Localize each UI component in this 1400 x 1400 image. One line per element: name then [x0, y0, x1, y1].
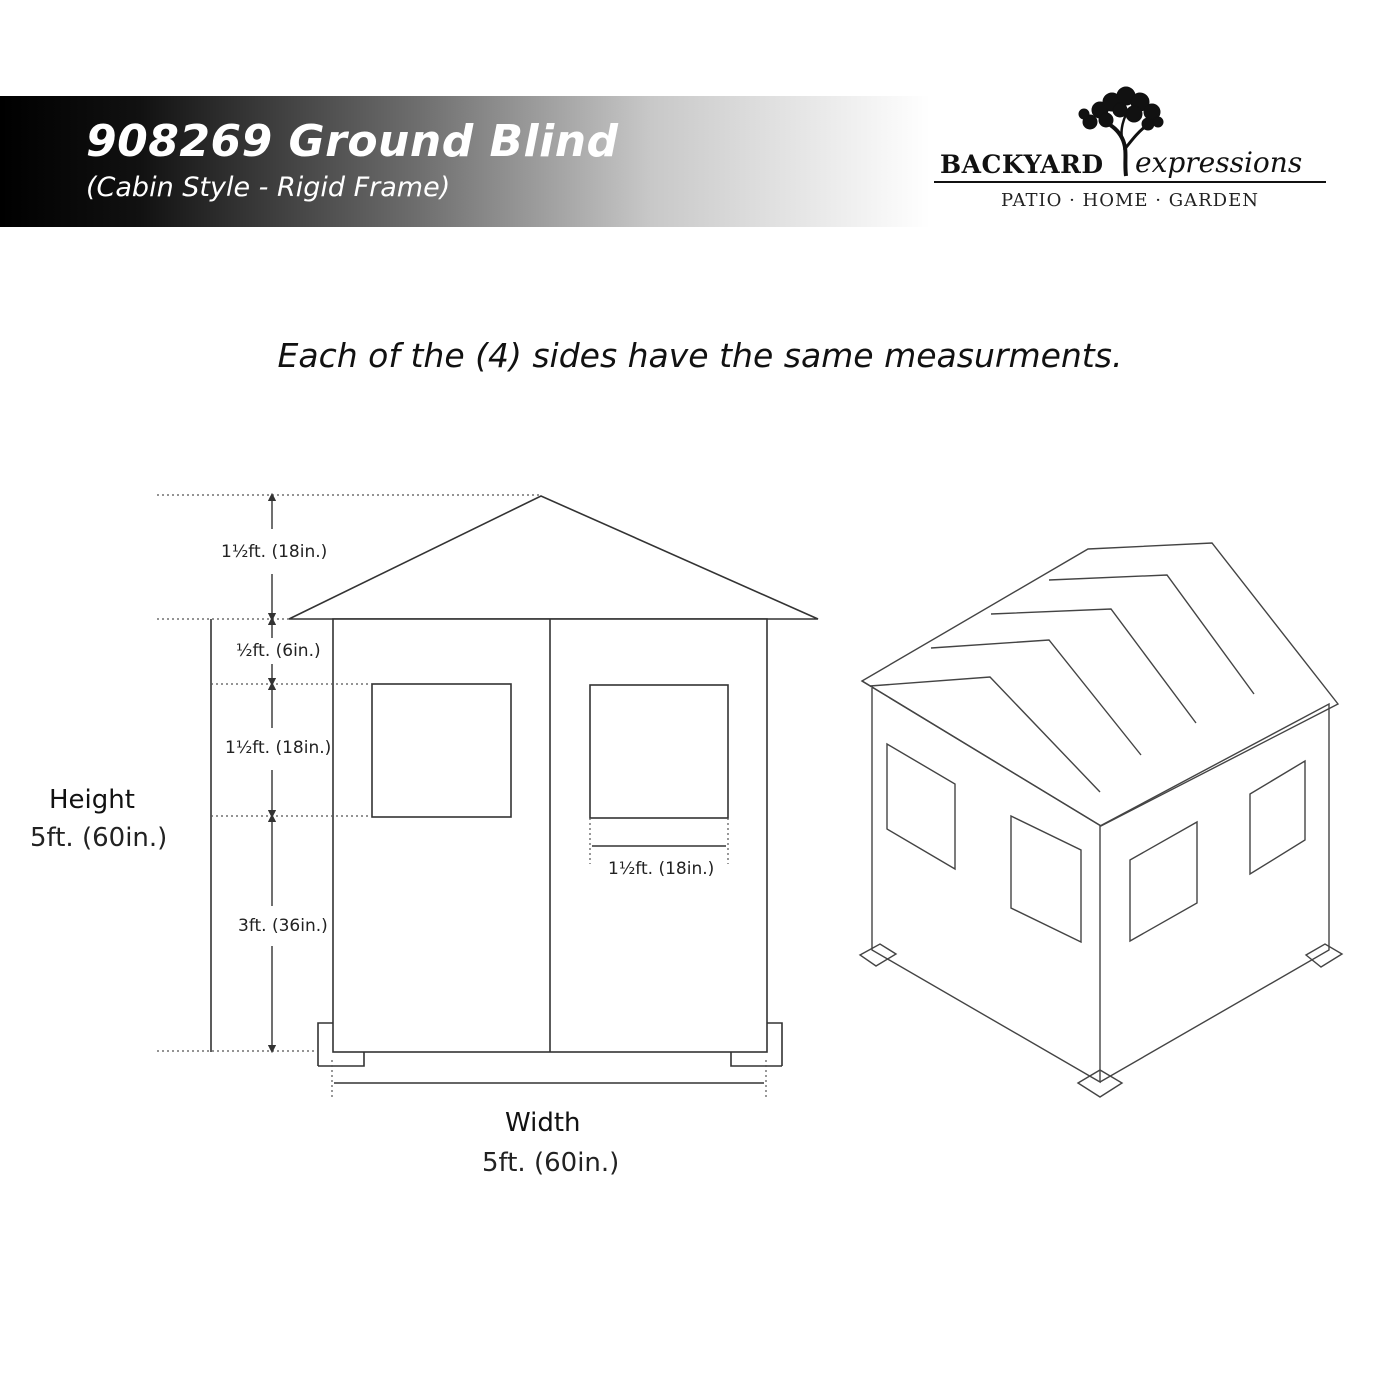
logo-tagline: PATIO · HOME · GARDEN — [1001, 190, 1259, 211]
dim-roof-height: 1½ft. (18in.) — [221, 542, 328, 562]
iso-window-4 — [1250, 761, 1305, 874]
iso-foot-3 — [1306, 944, 1342, 967]
dim-bottom-wall: 3ft. (36in.) — [238, 916, 328, 936]
isometric-view — [860, 543, 1342, 1097]
iso-window-2 — [1011, 816, 1081, 942]
logo-script-text: expressions — [1135, 146, 1303, 179]
logo-brand-text: BACKYARD — [940, 150, 1104, 179]
width-label: Width — [505, 1108, 581, 1138]
iso-window-3 — [1130, 822, 1197, 941]
front-elevation — [211, 496, 818, 1066]
dim-window-height: 1½ft. (18in.) — [225, 738, 332, 758]
height-value: 5ft. (60in.) — [30, 823, 168, 853]
page-title: 908269 Ground Blind — [86, 116, 619, 167]
iso-window-1 — [887, 744, 955, 869]
iso-foot-1 — [860, 944, 896, 966]
measurement-note: Each of the (4) sides have the same measurments. — [277, 336, 1123, 375]
dim-window-width: 1½ft. (18in.) — [608, 859, 715, 879]
roof-outline — [289, 496, 818, 619]
page-subtitle: (Cabin Style - Rigid Frame) — [86, 172, 451, 203]
width-value: 5ft. (60in.) — [482, 1148, 620, 1178]
height-label: Height — [49, 785, 135, 815]
dim-top-gap: ½ft. (6in.) — [236, 641, 321, 661]
